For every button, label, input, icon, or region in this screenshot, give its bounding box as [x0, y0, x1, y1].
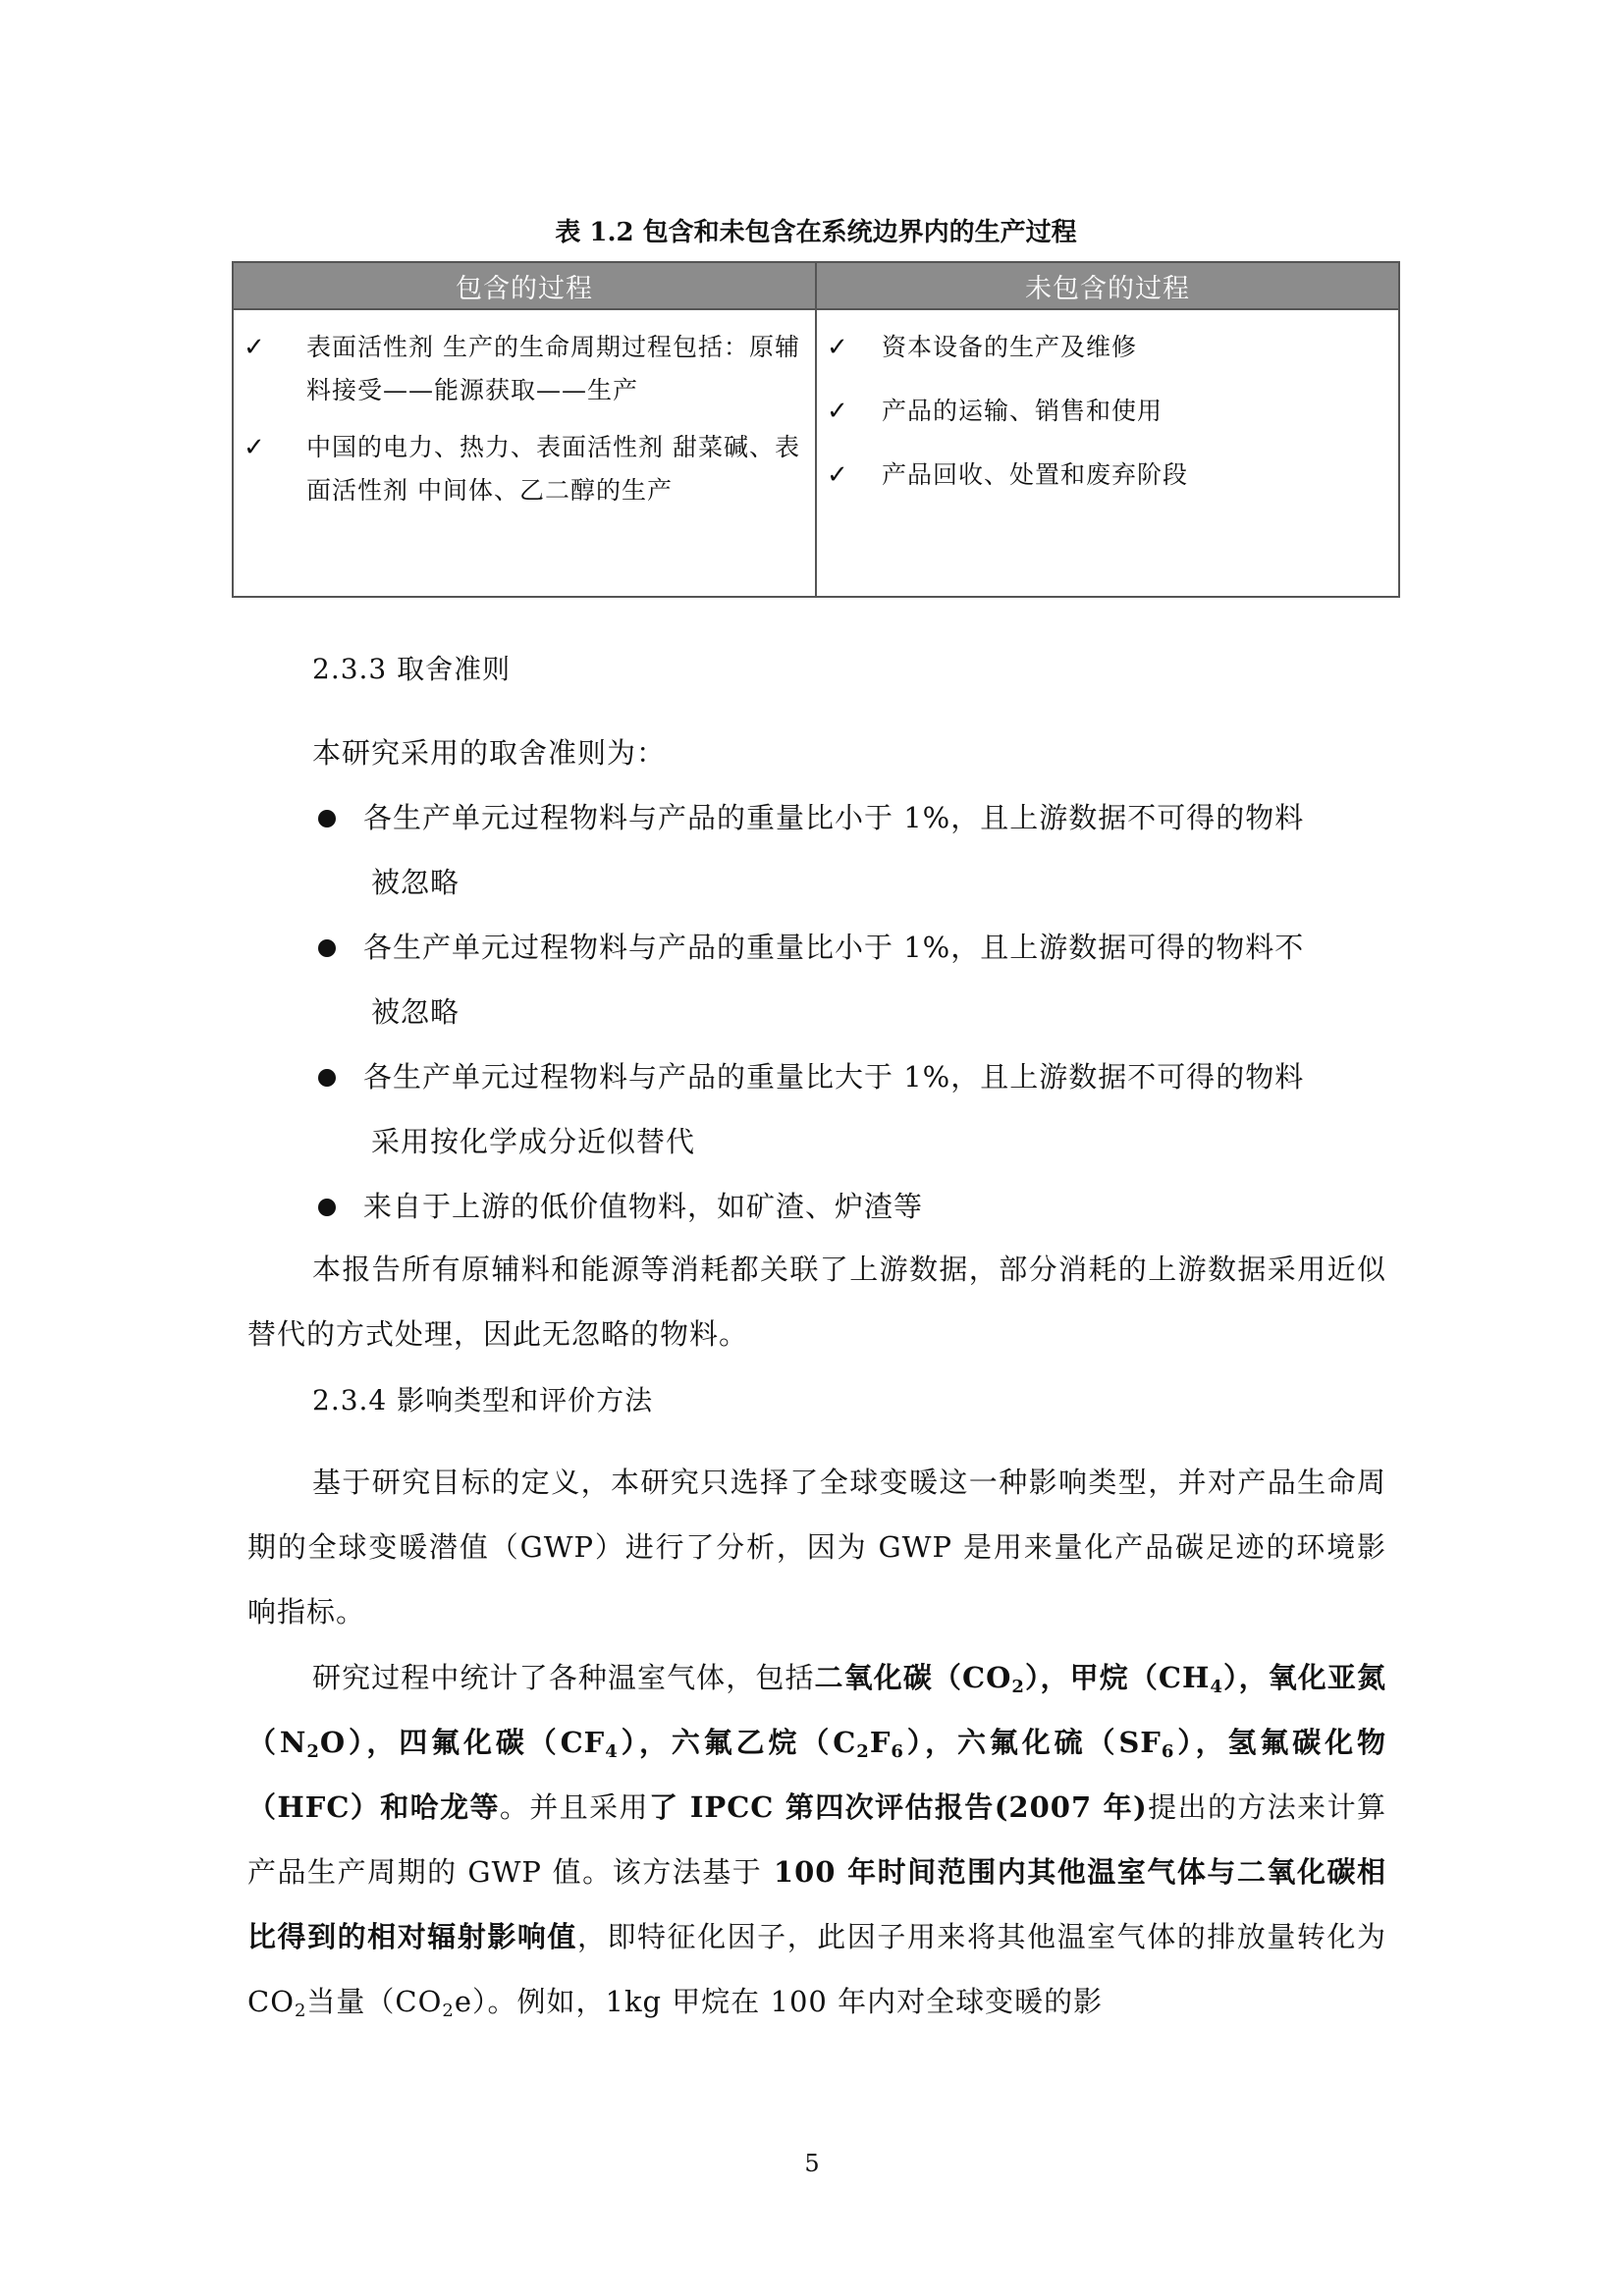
checkmark-icon: ✓ — [244, 433, 265, 462]
list-item: ✓ 表面活性剂 生产的生命周期过程包括：原辅料接受——能源获取——生产 — [244, 326, 801, 412]
bullet-icon — [312, 915, 363, 1044]
upstream-data-note: 本报告所有原辅料和能源等消耗都关联了上游数据，部分消耗的上游数据采用近似替代的方式处理，因此无忽略的物料。 — [247, 1253, 1386, 1351]
bullet-icon — [312, 1044, 363, 1174]
list-item: 各生产单元过程物料与产品的重量比大于 1%，且上游数据不可得的物料 采用按化学成分近似替代 — [312, 1044, 1386, 1174]
impact-type-paragraph: 基于研究目标的定义，本研究只选择了全球变暖这一种影响类型，并对产品生命周期的全球变暖潜值（GWP）进行了分析，因为 GWP 是用来量化产品碳足迹的环境影响指标。 — [247, 1466, 1386, 1629]
process-boundary-table — [232, 261, 1400, 598]
checkmark-icon: ✓ — [827, 397, 848, 426]
list-item: ✓ 中国的电力、热力、表面活性剂 甜菜碱、表面活性剂 中间体、乙二醇的生产 — [244, 426, 801, 512]
checkmark-icon: ✓ — [244, 333, 265, 362]
table-body-row — [233, 309, 1399, 597]
included-cell — [233, 309, 816, 597]
table-header-row — [233, 262, 1399, 309]
checkmark-icon: ✓ — [827, 333, 848, 362]
list-item: 来自于上游的低价值物料，如矿渣、炉渣等 — [312, 1174, 1386, 1239]
bullet-icon — [312, 785, 363, 915]
criteria-intro: 本研究采用的取舍准则为： — [312, 736, 667, 770]
excluded-header: 未包含的过程 — [816, 262, 1399, 309]
page-number: 5 — [804, 2150, 820, 2177]
list-item: ✓ 资本设备的生产及维修 — [827, 326, 1384, 369]
section-heading-2-3-4: 2.3.4 影响类型和评价方法 — [312, 1384, 654, 1416]
list-item: 各生产单元过程物料与产品的重量比小于 1%，且上游数据不可得的物料 被忽略 — [312, 785, 1386, 915]
list-item: ✓ 产品回收、处置和废弃阶段 — [827, 454, 1384, 497]
section-heading-2-3-3: 2.3.3 取舍准则 — [312, 653, 512, 685]
excluded-cell — [816, 309, 1399, 597]
included-header: 包含的过程 — [233, 262, 816, 309]
criteria-list — [312, 785, 1386, 1239]
ghg-paragraph: 研究过程中统计了各种温室气体，包括二氧化碳$(CO_2)$，甲烷$(CH_4)$，氧化亚氮$(N_2O)$，四氟化碳$(CF_4)$，六氟乙烷$(C_2F_6)$，六氟化硫$(SF_6)$，氢氟碳化物（HFC）和哈龙等。并且采用了 IPCC 第四次评估报告(2007 年)提出的方法来计算产品生产周期的 GWP 值。该方法基于 100 年时间范围内其他温室气体与二氧化碳相比得到的相对辐射影响值，即特征化因子，此因子用来将其他温室气体的排放量转化为 $CO_2$当量$(CO_2e)$。例如，1kg 甲烷在 100 年内对全球变暖的影 — [247, 1661, 1386, 2021]
bullet-icon — [312, 1174, 363, 1239]
checkmark-icon: ✓ — [827, 460, 848, 490]
list-item: ✓ 产品的运输、销售和使用 — [827, 390, 1384, 433]
list-item: 各生产单元过程物料与产品的重量比小于 1%，且上游数据可得的物料不 被忽略 — [312, 915, 1386, 1044]
table-caption: 表 1.2 包含和未包含在系统边界内的生产过程 — [555, 218, 1077, 247]
